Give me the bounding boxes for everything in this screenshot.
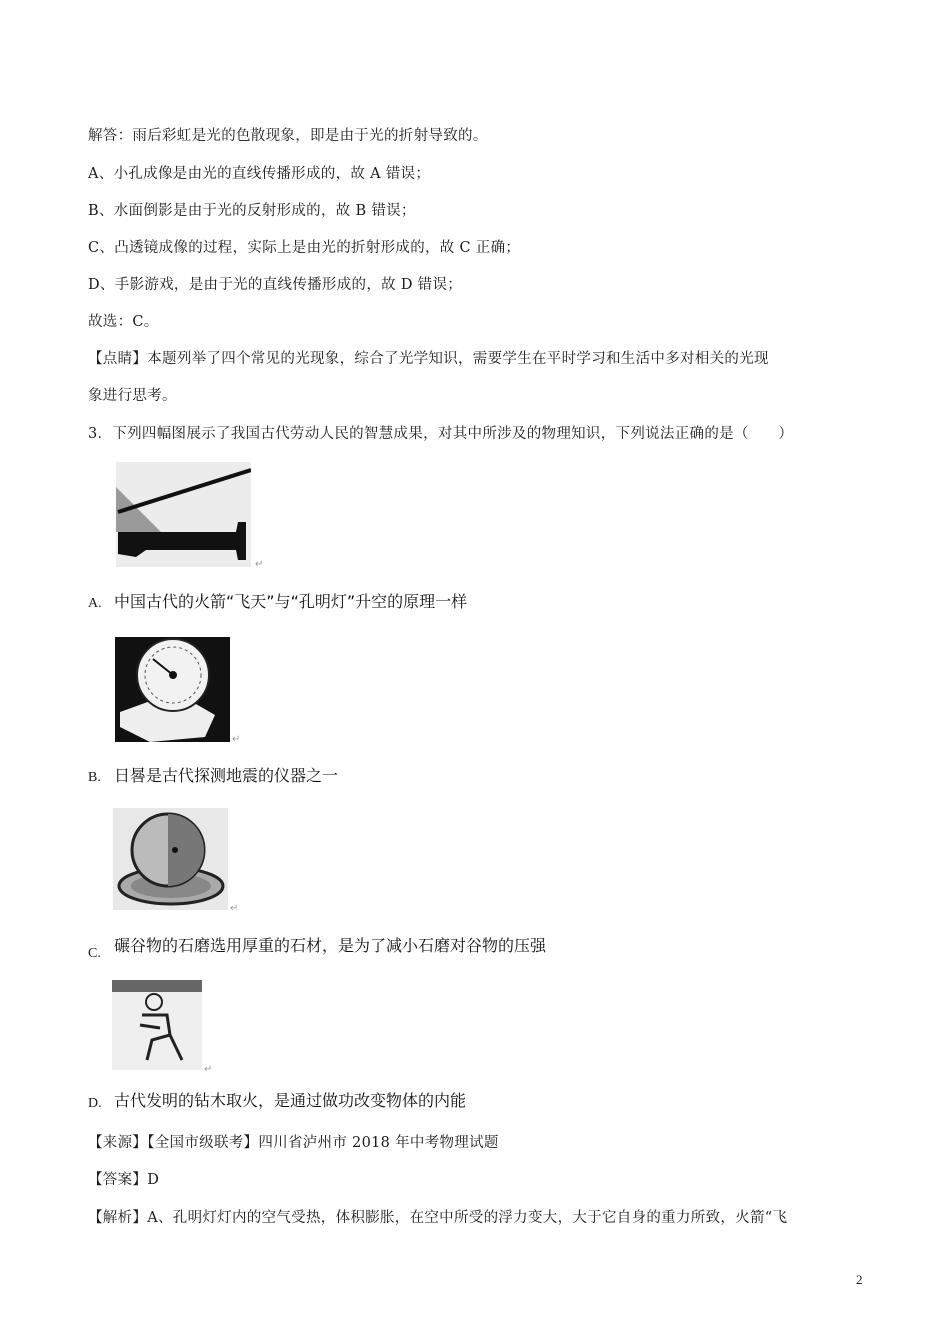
choice-d-letter: D.: [88, 1096, 102, 1111]
choice-b-text: 日晷是古代探测地震的仪器之一: [114, 766, 339, 785]
return-mark: ↵: [232, 734, 241, 745]
fire-drilling-image: [112, 980, 202, 1070]
question-stem: 3．下列四幅图展示了我国古代劳动人民的智慧成果，对其中所涉及的物理知识，下列说法正确的是（ ）: [88, 426, 794, 442]
return-mark: ↵: [230, 903, 239, 914]
analysis-intro: 解答：雨后彩虹是光的色散现象，即是由于光的折射导致的。: [88, 128, 488, 144]
analysis-option-d: D、手影游戏，是由于光的直线传播形成的，故 D 错误；: [88, 277, 463, 293]
choice-b-letter: B.: [88, 770, 101, 785]
millstone-image: [113, 808, 228, 910]
choice-c-letter: C.: [88, 946, 101, 961]
analysis-option-c: C、凸透镜成像的过程，实际上是由光的折射形成的，故 C 正确；: [88, 240, 521, 256]
question-source: 【来源】【全国市级联考】四川省泸州市 2018 年中考物理试题: [88, 1135, 499, 1151]
choice-d-text: 古代发明的钻木取火，是通过做功改变物体的内能: [114, 1091, 467, 1110]
choice-a-letter: A.: [88, 596, 102, 611]
rocket-image: [116, 462, 251, 567]
analysis-choice: 故选：C。: [88, 314, 159, 330]
question-answer: 【答案】D: [88, 1172, 160, 1188]
page-number: 2: [856, 1272, 863, 1287]
return-mark: ↵: [255, 559, 264, 570]
choice-c-text: 碾谷物的石磨选用厚重的石材，是为了减小石磨对谷物的压强: [114, 936, 547, 955]
choice-a-text: 中国古代的火箭“飞天”与“孔明灯”升空的原理一样: [114, 592, 468, 611]
sundial-image: [115, 637, 230, 742]
return-mark: ↵: [204, 1064, 213, 1075]
question-explanation: 【解析】A、孔明灯灯内的空气受热，体积膨胀，在空中所受的浮力变大，大于它自身的重力所致，火箭“飞: [88, 1210, 788, 1226]
analysis-option-a: A、小孔成像是由光的直线传播形成的，故 A 错误；: [88, 166, 431, 182]
comment-line-2: 象进行思考。: [88, 388, 177, 404]
comment-line-1: 【点睛】本题列举了四个常见的光现象，综合了光学知识，需要学生在平时学习和生活中多对相关的光现: [88, 351, 769, 367]
analysis-option-b: B、水面倒影是由于光的反射形成的，故 B 错误；: [88, 203, 416, 219]
